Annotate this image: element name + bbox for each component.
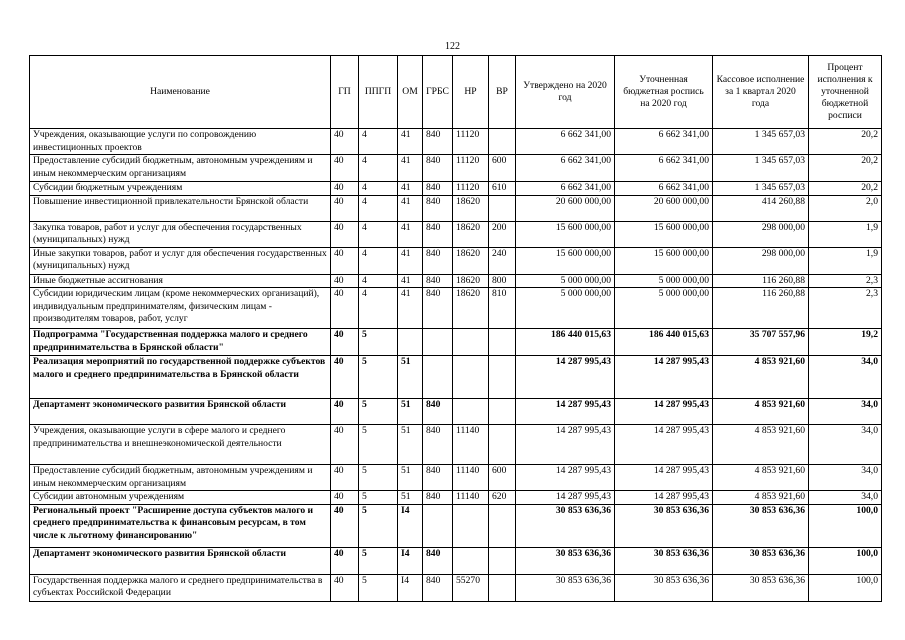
cell-gp: 40 <box>331 155 359 182</box>
cell-gp: 40 <box>331 221 359 247</box>
cell-name: Иные закупки товаров, работ и услуг для обеспечения государственных (муниципальных) нужд <box>30 247 331 274</box>
cell-ppgp: 5 <box>359 491 398 505</box>
cell-approved: 6 662 341,00 <box>516 155 615 182</box>
cell-om <box>398 329 423 356</box>
cell-gp: 40 <box>331 399 359 425</box>
cell-gp: 40 <box>331 247 359 274</box>
cell-ppgp: 5 <box>359 574 398 601</box>
cell-ppgp: 4 <box>359 129 398 155</box>
cell-revised: 30 853 636,36 <box>615 574 713 601</box>
table-row <box>30 547 882 574</box>
cell-nr <box>453 504 489 547</box>
cell-grbs <box>423 504 453 547</box>
cell-name: Реализация мероприятий по государственной поддержке субъектов малого и среднего предпринимательства в Брянской области <box>30 356 331 399</box>
cell-approved: 6 662 341,00 <box>516 129 615 155</box>
cell-ppgp: 5 <box>359 504 398 547</box>
cell-gp: 40 <box>331 288 359 329</box>
cell-name: Иные бюджетные ассигнования <box>30 274 331 288</box>
cell-ppgp: 4 <box>359 247 398 274</box>
cell-approved: 14 287 995,43 <box>516 465 615 491</box>
cell-nr: 18620 <box>453 274 489 288</box>
cell-grbs: 840 <box>423 288 453 329</box>
cell-ppgp: 5 <box>359 465 398 491</box>
cell-nr: 11140 <box>453 491 489 505</box>
cell-revised: 30 853 636,36 <box>615 547 713 574</box>
cell-approved: 30 853 636,36 <box>516 547 615 574</box>
cell-revised: 5 000 000,00 <box>615 288 713 329</box>
cell-revised: 14 287 995,43 <box>615 399 713 425</box>
cell-nr: 11140 <box>453 425 489 465</box>
cell-approved: 20 600 000,00 <box>516 195 615 221</box>
cell-grbs: 840 <box>423 425 453 465</box>
cell-revised: 6 662 341,00 <box>615 182 713 196</box>
cell-cash: 30 853 636,36 <box>713 547 809 574</box>
cell-percent: 34,0 <box>809 399 882 425</box>
header-nr: НР <box>453 56 489 129</box>
cell-grbs: 840 <box>423 399 453 425</box>
cell-revised: 15 600 000,00 <box>615 247 713 274</box>
cell-ppgp: 5 <box>359 399 398 425</box>
table-row <box>30 247 882 274</box>
cell-cash: 298 000,00 <box>713 247 809 274</box>
cell-ppgp: 4 <box>359 274 398 288</box>
cell-grbs: 840 <box>423 182 453 196</box>
cell-percent: 100,0 <box>809 504 882 547</box>
cell-gp: 40 <box>331 425 359 465</box>
cell-name: Учреждения, оказывающие услуги в сфере малого и среднего предпринимательства и внешнеэкономической деятельности <box>30 425 331 465</box>
cell-grbs: 840 <box>423 547 453 574</box>
cell-ppgp: 4 <box>359 195 398 221</box>
cell-percent: 34,0 <box>809 425 882 465</box>
table-row <box>30 182 882 196</box>
cell-percent: 20,2 <box>809 182 882 196</box>
cell-percent: 19,2 <box>809 329 882 356</box>
header-ppgp: ППГП <box>359 56 398 129</box>
cell-approved: 30 853 636,36 <box>516 504 615 547</box>
cell-percent: 1,9 <box>809 247 882 274</box>
table-row <box>30 465 882 491</box>
cell-vr <box>489 399 516 425</box>
cell-om: 51 <box>398 465 423 491</box>
page-number: 122 <box>445 41 460 52</box>
cell-nr: 11120 <box>453 155 489 182</box>
cell-approved: 15 600 000,00 <box>516 221 615 247</box>
cell-om: 51 <box>398 356 423 399</box>
cell-cash: 298 000,00 <box>713 221 809 247</box>
cell-name: Предоставление субсидий бюджетным, автономным учреждениям и иным некоммерческим организациям <box>30 155 331 182</box>
cell-name: Учреждения, оказывающие услуги по сопровождению инвестиционных проектов <box>30 129 331 155</box>
cell-om: 41 <box>398 221 423 247</box>
cell-vr: 620 <box>489 491 516 505</box>
cell-gp: 40 <box>331 491 359 505</box>
header-percent: Процент исполнения к уточненной бюджетной росписи <box>809 56 882 129</box>
cell-name: Департамент экономического развития Брянской области <box>30 399 331 425</box>
cell-grbs: 840 <box>423 574 453 601</box>
cell-approved: 14 287 995,43 <box>516 399 615 425</box>
cell-name: Предоставление субсидий бюджетным, автономным учреждениям и иным некоммерческим организациям <box>30 465 331 491</box>
cell-vr <box>489 547 516 574</box>
cell-vr <box>489 329 516 356</box>
cell-cash: 30 853 636,36 <box>713 504 809 547</box>
cell-vr: 240 <box>489 247 516 274</box>
cell-cash: 116 260,88 <box>713 288 809 329</box>
cell-name: Департамент экономического развития Брянской области <box>30 547 331 574</box>
table-row <box>30 221 882 247</box>
cell-grbs: 840 <box>423 274 453 288</box>
cell-gp: 40 <box>331 329 359 356</box>
cell-revised: 186 440 015,63 <box>615 329 713 356</box>
cell-approved: 14 287 995,43 <box>516 356 615 399</box>
cell-nr: 18620 <box>453 247 489 274</box>
cell-vr: 800 <box>489 274 516 288</box>
table-row <box>30 195 882 221</box>
table-row <box>30 288 882 329</box>
table-row <box>30 491 882 505</box>
cell-ppgp: 5 <box>359 425 398 465</box>
cell-grbs: 840 <box>423 465 453 491</box>
cell-cash: 1 345 657,03 <box>713 182 809 196</box>
cell-grbs: 840 <box>423 491 453 505</box>
cell-om: I4 <box>398 547 423 574</box>
cell-grbs: 840 <box>423 221 453 247</box>
cell-gp: 40 <box>331 195 359 221</box>
cell-nr: 18620 <box>453 195 489 221</box>
cell-gp: 40 <box>331 504 359 547</box>
cell-name: Закупка товаров, работ и услуг для обеспечения государственных (муниципальных) нужд <box>30 221 331 247</box>
cell-percent: 100,0 <box>809 547 882 574</box>
header-cash: Кассовое исполнение за 1 квартал 2020 года <box>713 56 809 129</box>
header-gp: ГП <box>331 56 359 129</box>
cell-ppgp: 4 <box>359 221 398 247</box>
cell-ppgp: 5 <box>359 329 398 356</box>
cell-approved: 186 440 015,63 <box>516 329 615 356</box>
cell-om: 41 <box>398 247 423 274</box>
cell-nr: 55270 <box>453 574 489 601</box>
cell-percent: 34,0 <box>809 356 882 399</box>
cell-percent: 2,3 <box>809 288 882 329</box>
cell-vr <box>489 504 516 547</box>
header-revised: Уточненная бюджетная роспись на 2020 год <box>615 56 713 129</box>
table-row <box>30 425 882 465</box>
cell-percent: 20,2 <box>809 129 882 155</box>
cell-vr: 810 <box>489 288 516 329</box>
cell-nr: 11140 <box>453 465 489 491</box>
cell-approved: 5 000 000,00 <box>516 274 615 288</box>
cell-name: Субсидии бюджетным учреждениям <box>30 182 331 196</box>
cell-gp: 40 <box>331 274 359 288</box>
cell-name: Субсидии автономным учреждениям <box>30 491 331 505</box>
cell-revised: 30 853 636,36 <box>615 504 713 547</box>
cell-cash: 4 853 921,60 <box>713 425 809 465</box>
cell-nr <box>453 399 489 425</box>
cell-approved: 30 853 636,36 <box>516 574 615 601</box>
cell-percent: 1,9 <box>809 221 882 247</box>
cell-name: Повышение инвестиционной привлекательности Брянской области <box>30 195 331 221</box>
cell-vr: 200 <box>489 221 516 247</box>
header-approved: Утверждено на 2020 год <box>516 56 615 129</box>
table-row <box>30 329 882 356</box>
cell-vr: 610 <box>489 182 516 196</box>
cell-name: Подпрограмма "Государственная поддержка малого и среднего предпринимательства в Брянской области" <box>30 329 331 356</box>
cell-revised: 6 662 341,00 <box>615 155 713 182</box>
cell-vr <box>489 129 516 155</box>
table-row <box>30 356 882 399</box>
table-row <box>30 129 882 155</box>
cell-nr: 18620 <box>453 288 489 329</box>
cell-cash: 4 853 921,60 <box>713 491 809 505</box>
cell-percent: 20,2 <box>809 155 882 182</box>
cell-revised: 14 287 995,43 <box>615 356 713 399</box>
cell-revised: 5 000 000,00 <box>615 274 713 288</box>
cell-gp: 40 <box>331 356 359 399</box>
cell-nr <box>453 356 489 399</box>
cell-om: 51 <box>398 425 423 465</box>
cell-revised: 14 287 995,43 <box>615 425 713 465</box>
table-row <box>30 574 882 601</box>
cell-name: Субсидии юридическим лицам (кроме некоммерческих организаций), индивидуальным предпринимателям, физическим лицам - производителям товаров, работ, услуг <box>30 288 331 329</box>
cell-gp: 40 <box>331 465 359 491</box>
cell-om: 41 <box>398 274 423 288</box>
table-row <box>30 399 882 425</box>
cell-nr <box>453 329 489 356</box>
budget-execution-table <box>29 55 882 602</box>
cell-cash: 116 260,88 <box>713 274 809 288</box>
cell-cash: 35 707 557,96 <box>713 329 809 356</box>
cell-om: 41 <box>398 182 423 196</box>
cell-grbs: 840 <box>423 247 453 274</box>
header-om: ОМ <box>398 56 423 129</box>
cell-grbs <box>423 356 453 399</box>
cell-cash: 4 853 921,60 <box>713 465 809 491</box>
cell-approved: 5 000 000,00 <box>516 288 615 329</box>
cell-percent: 34,0 <box>809 465 882 491</box>
cell-revised: 20 600 000,00 <box>615 195 713 221</box>
cell-approved: 15 600 000,00 <box>516 247 615 274</box>
cell-revised: 14 287 995,43 <box>615 465 713 491</box>
cell-percent: 2,3 <box>809 274 882 288</box>
cell-grbs: 840 <box>423 129 453 155</box>
table-body <box>30 129 882 602</box>
cell-ppgp: 4 <box>359 182 398 196</box>
cell-revised: 14 287 995,43 <box>615 491 713 505</box>
cell-cash: 4 853 921,60 <box>713 399 809 425</box>
cell-cash: 4 853 921,60 <box>713 356 809 399</box>
table-row <box>30 504 882 547</box>
cell-percent: 100,0 <box>809 574 882 601</box>
cell-name: Региональный проект "Расширение доступа субъектов малого и среднего предпринимательства к финансовым ресурсам, в том числе к льготному финансированию" <box>30 504 331 547</box>
cell-ppgp: 4 <box>359 155 398 182</box>
cell-om: 51 <box>398 399 423 425</box>
cell-grbs: 840 <box>423 195 453 221</box>
cell-om: 41 <box>398 129 423 155</box>
cell-approved: 6 662 341,00 <box>516 182 615 196</box>
header-vr: ВР <box>489 56 516 129</box>
cell-gp: 40 <box>331 574 359 601</box>
cell-percent: 34,0 <box>809 491 882 505</box>
cell-percent: 2,0 <box>809 195 882 221</box>
header-grbs: ГРБС <box>423 56 453 129</box>
cell-om: 41 <box>398 155 423 182</box>
cell-cash: 1 345 657,03 <box>713 129 809 155</box>
cell-grbs: 840 <box>423 155 453 182</box>
cell-gp: 40 <box>331 547 359 574</box>
header-name: Наименование <box>30 56 331 129</box>
cell-om: 41 <box>398 195 423 221</box>
cell-gp: 40 <box>331 129 359 155</box>
cell-revised: 15 600 000,00 <box>615 221 713 247</box>
cell-nr: 18620 <box>453 221 489 247</box>
cell-vr: 600 <box>489 465 516 491</box>
cell-om: 41 <box>398 288 423 329</box>
cell-om: 51 <box>398 491 423 505</box>
cell-vr <box>489 425 516 465</box>
cell-cash: 414 260,88 <box>713 195 809 221</box>
cell-ppgp: 5 <box>359 547 398 574</box>
cell-vr <box>489 356 516 399</box>
cell-ppgp: 4 <box>359 288 398 329</box>
cell-nr: 11120 <box>453 182 489 196</box>
cell-vr: 600 <box>489 155 516 182</box>
cell-approved: 14 287 995,43 <box>516 491 615 505</box>
table-row <box>30 274 882 288</box>
cell-nr: 11120 <box>453 129 489 155</box>
cell-vr <box>489 574 516 601</box>
cell-name: Государственная поддержка малого и среднего предпринимательства в субъектах Российской Федерации <box>30 574 331 601</box>
cell-cash: 30 853 636,36 <box>713 574 809 601</box>
cell-nr <box>453 547 489 574</box>
cell-approved: 14 287 995,43 <box>516 425 615 465</box>
cell-om: I4 <box>398 504 423 547</box>
cell-revised: 6 662 341,00 <box>615 129 713 155</box>
cell-om: I4 <box>398 574 423 601</box>
cell-vr <box>489 195 516 221</box>
cell-grbs <box>423 329 453 356</box>
table-header-row <box>30 56 882 129</box>
cell-ppgp: 5 <box>359 356 398 399</box>
cell-gp: 40 <box>331 182 359 196</box>
cell-cash: 1 345 657,03 <box>713 155 809 182</box>
table-row <box>30 155 882 182</box>
